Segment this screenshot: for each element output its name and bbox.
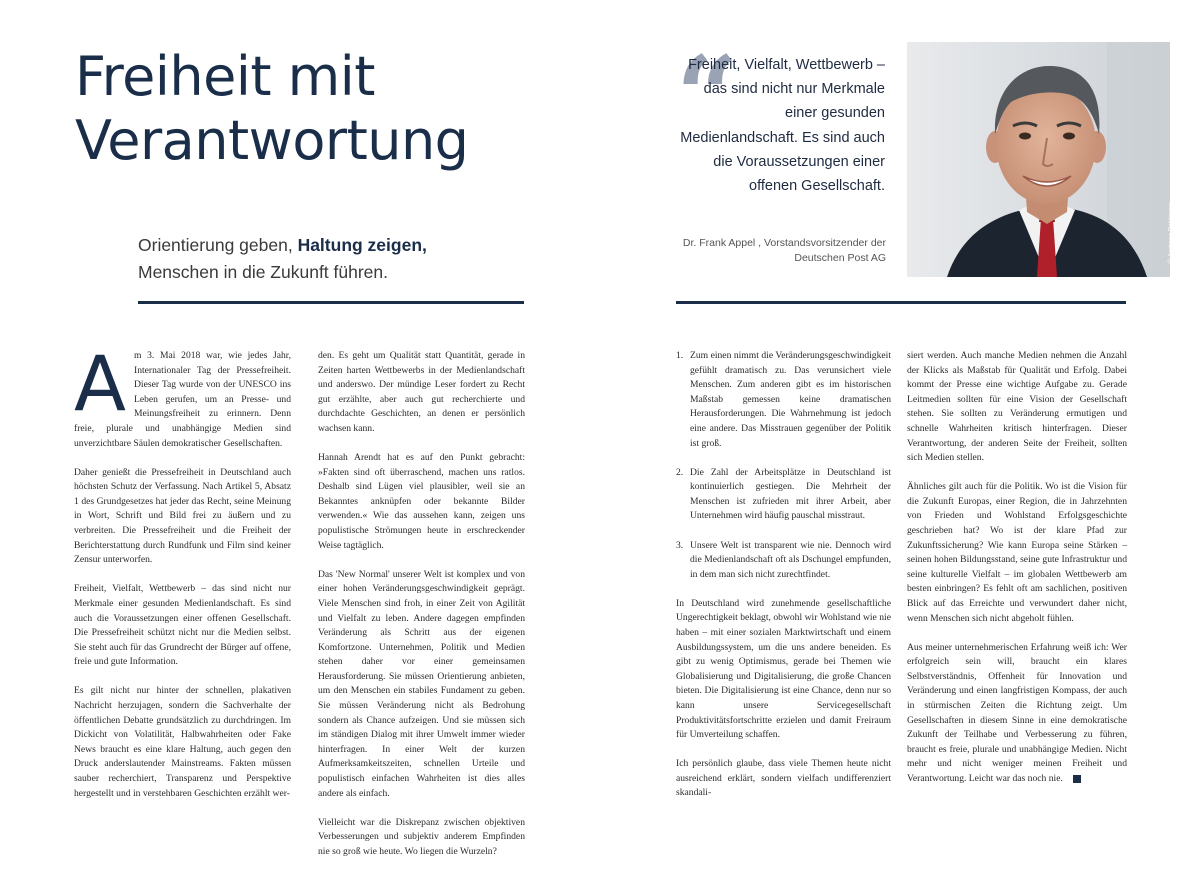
list-item	[676, 349, 891, 451]
right-divider-rule	[676, 301, 1126, 304]
left-divider-rule	[138, 301, 524, 304]
portrait-illustration	[907, 42, 1170, 277]
title-line-2: Verantwortung	[75, 109, 469, 172]
subtitle	[138, 232, 538, 286]
article-paragraph: Ich persönlich glaube, dass viele Themen heute nicht ausreichend erklärt, sondern vielfach undifferenziert skandali-	[676, 758, 891, 799]
list-number: 2.	[676, 466, 684, 478]
portrait-photo	[907, 42, 1175, 277]
list-text: Die Zahl der Arbeitsplätze in Deutschland ist kontinuierlich gestiegen. Die Mehrheit der Menschen ist zufrieden mit ihrer Arbeit, aber Unternehmen wird häufig pauschal misstraut.	[690, 466, 891, 522]
subtitle-bold: Haltung zeigen,	[297, 235, 427, 255]
list-item	[676, 466, 891, 524]
subtitle-part-1: Orientierung geben,	[138, 235, 298, 255]
article-paragraph: den. Es geht um Qualität statt Quantität, gerade in Zeiten harten Wettbewerbs in der Medienlandschaft und anderswo. Der mündige Leser fordert zu Recht gut erzählte, aber auch gut recherchierte und durchdachte Geschichten, an denen er persönlich wachsen kann.	[318, 350, 525, 434]
attribution-line-2: Deutschen Post AG	[794, 252, 886, 264]
numbered-list	[676, 349, 891, 582]
paragraph-text: Aus meiner unternehmerischen Erfahrung weiß ich: Wer erfolgreich sein will, braucht ein klares Selbstverständnis, Offenheit für Innovation und Veränderung und einen langfristigen Kompass, der auch in stürmischen Zeiten die Richtung zeigt. Um Gesellschaften in diesem Sinne in eine demokratische Zukunft der Teilhabe und Verbesserung zu führen, braucht es freie, plurale und unabhängige Medien. Nicht mehr und nicht weniger meinen Freiheit und Verantwortung. Leicht war das noch nie.	[907, 641, 1127, 785]
article-paragraph: Hannah Arendt hat es auf den Punkt gebracht: »Fakten sind oft überraschend, machen uns ratlos. Deshalb sind Lügen viel plausibler, weil sie an Bekanntes anknüpfen oder bekannte Bilder verwenden.« Wie das aussehen kann, zeigen uns populistische Strömungen heute in erschreckender Weise tagtäglich.	[318, 452, 525, 551]
article-paragraph: Vielleicht war die Diskrepanz zwischen objektiven Verbesserungen und subjektiv anderem Empfinden nie so groß wie heute. Wo liegen die Wurzeln?	[318, 816, 525, 857]
article-column-2	[318, 349, 525, 874]
pull-quote: Freiheit, Vielfalt, Wettbewerb – das sind nicht nur Merkmale einer gesunden Medienlandschaft. Es sind auch die Voraussetzungen einer offenen Gesellschaft.	[680, 57, 885, 195]
page-title	[75, 45, 555, 173]
article-paragraph: Ähnliches gilt auch für die Politik. Wo ist die Vision für die Zukunft Europas, einer Region, die in Jahrzehnten von Frieden und Wohlstand Erfolgsgeschichte geschrieben hat? Wo ist der klare Pfad zur Zukunftssicherung? Wie kann Europa seine Stärken – seinen hohen Bildungsstand, seine gute Infrastruktur und seine kulturelle Vielfalt – im globalen Wettbewerb am besten einbringen? Es fehlt oft am sachlichen, positiven Blick auf das Erreichte und verwundert daher nicht, wenn Menschen sich nicht abgeholt fühlen.	[907, 481, 1127, 624]
article-paragraph: siert werden. Auch manche Medien nehmen die Anzahl der Klicks als Maßstab für Qualität und Erfolg. Dabei kommt der Presse eine wichtige Aufgabe zu. Gerade Leitmedien sollten für eine Vision der Gesellschaft stehen. Sie sollten zu Veränderung ermutigen und schnelle Wahrheiten kritisch hinterfragen. Dieser Verantwortung, der anderen Seite der Freiheit, sollten sich Medien stellen.	[907, 350, 1127, 464]
list-number: 3.	[676, 539, 684, 551]
article-paragraph	[907, 641, 1127, 787]
list-text: Unsere Welt ist transparent wie nie. Dennoch wird die Medienlandschaft oft als Dschungel empfunden, in dem man sich nicht zurechtfindet.	[690, 539, 891, 580]
article-paragraph: Daher genießt die Pressefreiheit in Deutschland auch höchsten Schutz der Verfassung. Nach Artikel 5, Absatz 1 des Grundgesetzes hat jeder das Recht, seine Meinung in Wort, Schrift und Bild frei zu äußern und zu verbreiten. Die Pressefreiheit und die Freiheit der Berichterstattung durch Rundfunk und Film sind keiner Zensur unterworfen.	[74, 466, 291, 566]
paragraph-text: m 3. Mai 2018 war, wie jedes Jahr, Internationaler Tag der Pressefreiheit. Dieser Tag wurde von der UNESCO ins Leben gerufen, um an Presse- und Meinungsfreiheit zu erinnern. Denn freie, plurale und unabhängige Medien sind unverzichtbare Säulen demokratischer Gesellschaften.	[74, 350, 291, 449]
quote-mark-icon: “	[676, 33, 739, 159]
photo-credit: © Andreas Pohlmann	[1168, 202, 1175, 264]
end-mark-icon	[1073, 775, 1081, 783]
article-paragraph: Es gilt nicht nur hinter der schnellen, plakativen Nachricht herzujagen, sondern die Sachverhalte der öffentlichen Debatte grundsätzlich zu durchdringen. Im Dickicht von Volatilität, Halbwahrheiten oder Fake News braucht es eine klare Haltung, auch gegen den Druck anderslautender Mainstreams. Fakten müssen sauber recherchiert, Transparenz und Perspektive hergestellt und in verstehbaren Geschichten erzählt wer-	[74, 685, 291, 799]
drop-cap: A	[74, 339, 126, 428]
article-column-1	[74, 339, 291, 816]
article-paragraph: In Deutschland wird zunehmende gesellschaftliche Ungerechtigkeit beklagt, obwohl wir Wohlstand wie nie haben – mit einer sozialen Marktwirtschaft und einem Ausbildungssystem, um die uns andere beneiden. Es gibt zu wenig Optimismus, gerade bei Themen wie Globalisierung und Digitalisierung, die große Chancen bieten. Die Digitalisierung ist eine Chance, denn nur so kann unsere Servicegesellschaft Produktivitätsfortschritte erzielen und damit Freiraum für Umverteilung schaffen.	[676, 597, 891, 741]
subtitle-line-2: Menschen in die Zukunft führen.	[138, 262, 389, 282]
article-column-3	[676, 349, 891, 816]
list-text: Zum einen nimmt die Veränderungsgeschwindigkeit gefühlt dramatisch zu. Das verunsichert viele Menschen. Zum anderen gibt es im historischen Maßstab gemessen keine dramatischen Herausforderungen. Die Wahrnehmung ist jedoch eine andere. Das Misstrauen gegenüber der Politik ist groß.	[690, 350, 891, 449]
attribution-line-1: Dr. Frank Appel , Vorstandsvorsitzender der	[682, 237, 886, 249]
list-item	[676, 539, 891, 583]
title-line-1: Freiheit mit	[75, 45, 375, 108]
article-column-4	[907, 349, 1127, 801]
list-number: 1.	[676, 350, 684, 361]
article-paragraph: Freiheit, Vielfalt, Wettbewerb – das sind nicht nur Merkmale einer gesunden Medienlandschaft. Es sind auch die Voraussetzungen einer offenen Gesellschaft. Die Pressefreiheit schützt nicht nur die Medien selbst. Sie steht auch für das Grundrecht der Bürger auf offene, freie und gute Information.	[74, 583, 291, 668]
quote-attribution	[640, 236, 886, 266]
article-paragraph: Das 'New Normal' unserer Welt ist komplex und von einer hohen Veränderungsgeschwindigkeit geprägt. Viele Menschen sind froh, in einer Zeit von Agilität und Vielfalt zu leben. Andere dagegen empfinden Veränderung als Schritt aus der eigenen Komfortzone. Unternehmen, Politik und Medien stehen daher vor einer gemeinsamen Herausforderung. Sie müssen Orientierung anbieten, um den Menschen ein stabiles Fundament zu geben. Sie müssen Veränderung nicht als Bedrohung sondern als Chance aufzeigen. Und sie müssen sich im ständigen Dialog mit ihrer Umwelt immer wieder hinterfragen. In einer Welt der kurzen Aufmerksamkeitszeiten, schnellen Urteile und populistisch einfachen Wahrheiten ist dies alles andere als einfach.	[318, 568, 525, 799]
article-paragraph	[74, 339, 291, 451]
